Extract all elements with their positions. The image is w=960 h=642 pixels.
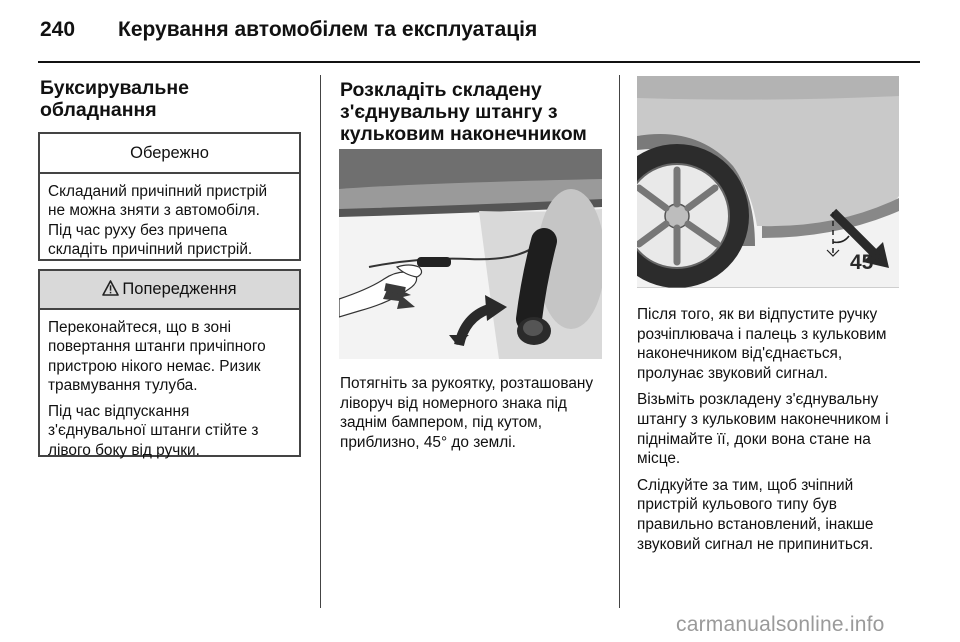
right-column-text bbox=[637, 305, 889, 561]
warning-line: пристрою нікого немає. Ризик bbox=[48, 357, 261, 375]
warning-line: Під час відпускання bbox=[48, 403, 190, 421]
warning-paragraph bbox=[48, 318, 291, 395]
warning-line: Переконайтеся, що в зоні bbox=[48, 319, 232, 336]
subsection-title bbox=[340, 79, 587, 145]
instruction-line: Потягніть за рукоятку, розташовану bbox=[340, 375, 594, 392]
warning-line: лівого боку від ручки. bbox=[48, 441, 200, 459]
caution-box bbox=[38, 132, 301, 261]
caution-line: не можна зняти з автомобіля. bbox=[48, 202, 260, 220]
caution-heading: Обережно bbox=[40, 134, 299, 174]
section-title-line: Буксирувальне bbox=[40, 77, 190, 99]
paragraph-line: Візьміть розкладену з'єднувальну bbox=[637, 391, 879, 409]
paragraph-line: Слідкуйте за тим, щоб зчіпний bbox=[637, 476, 854, 494]
paragraph-line: штангу з кульковим наконечником і bbox=[637, 410, 889, 428]
warning-line: травмування тулуба. bbox=[48, 376, 198, 394]
paragraph-line: пристрій кульового типу був bbox=[637, 496, 837, 514]
warning-text bbox=[40, 310, 299, 460]
section-title bbox=[40, 77, 189, 121]
paragraph-line: Після того, як ви відпустите ручку bbox=[637, 306, 878, 323]
paragraph-line: піднімайте її, доки вона стане на bbox=[637, 430, 871, 448]
paragraph-line: наконечником від'єднається, bbox=[637, 345, 843, 363]
subsection-title-line: кульковим наконечником bbox=[340, 123, 587, 145]
warning-line: повертання штанги причіпного bbox=[48, 338, 266, 356]
column-divider-right bbox=[619, 75, 620, 608]
warning-paragraph bbox=[48, 402, 291, 460]
angle-label: 45° bbox=[850, 251, 882, 274]
chapter-title: Керування автомобілем та експлуатація bbox=[118, 18, 538, 41]
instruction-line: ліворуч від номерного знака під bbox=[340, 394, 567, 412]
subsection-title-line: Розкладіть складену bbox=[340, 79, 542, 101]
column-divider-left bbox=[320, 75, 321, 608]
instruction-line: приблизно, 45° до землі. bbox=[340, 433, 516, 451]
tow-bar-unfolding-illustration bbox=[339, 149, 602, 359]
paragraph-line: правильно встановлений, інакше bbox=[637, 515, 874, 533]
paragraph bbox=[637, 476, 889, 554]
section-title-line: обладнання bbox=[40, 99, 157, 121]
warning-heading: Попередження bbox=[122, 280, 237, 298]
rear-wheel-45-degree-illustration bbox=[637, 76, 899, 288]
watermark: carmanualsonline.info bbox=[676, 613, 885, 636]
caution-line: складіть причіпний пристрій. bbox=[48, 240, 253, 258]
instruction-text bbox=[340, 374, 593, 452]
paragraph-line: розчіплювача і палець з кульковим bbox=[637, 325, 887, 343]
page-header bbox=[40, 18, 537, 42]
instruction-line: заднім бампером, під кутом, bbox=[340, 414, 543, 432]
paragraph bbox=[637, 390, 889, 468]
warning-line: з'єднувальної штанги стійте з bbox=[48, 422, 259, 440]
warning-heading-bar bbox=[40, 271, 299, 310]
paragraph bbox=[637, 305, 889, 383]
page-number: 240 bbox=[40, 18, 76, 41]
subsection-title-line: з'єднувальну штангу з bbox=[340, 101, 558, 123]
paragraph-line: пролунає звуковий сигнал. bbox=[637, 364, 828, 382]
warning-box bbox=[38, 269, 301, 457]
paragraph-line: звуковий сигнал не припиниться. bbox=[637, 535, 874, 553]
header-rule bbox=[38, 61, 920, 63]
caution-line: Під час руху без причепа bbox=[48, 221, 228, 239]
paragraph-line: місце. bbox=[637, 450, 681, 468]
caution-line: Складаний причіпний пристрій bbox=[48, 183, 268, 200]
caution-text bbox=[40, 174, 299, 259]
warning-triangle-icon bbox=[102, 273, 119, 310]
